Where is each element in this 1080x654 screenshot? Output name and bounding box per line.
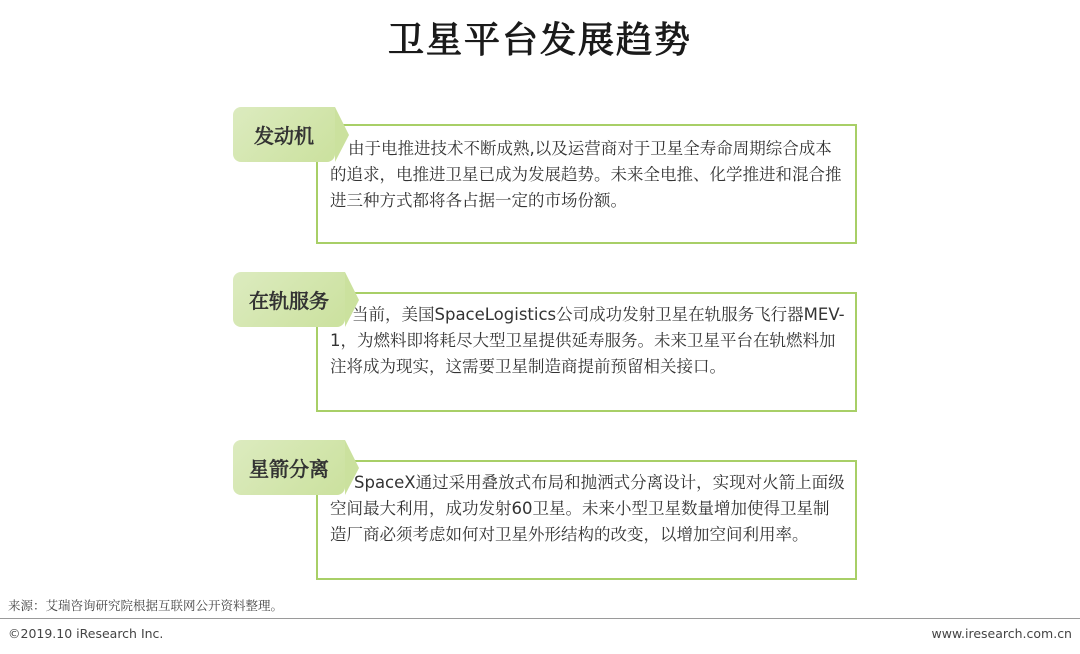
section-box-on-orbit-service (316, 292, 857, 412)
section-tab-label: 在轨服务 (249, 289, 329, 313)
section-text-on-orbit-service: 当前，美国SpaceLogistics公司成功发射卫星在轨服务飞行器MEV-1，为燃料即将耗尽大型卫星提供延寿服务。未来卫星平台在轨燃料加注将成为现实，这需要卫星制造商提前预留相关接口。 (330, 305, 845, 376)
footer-divider (0, 618, 1080, 619)
section-tab-label: 星箭分离 (249, 457, 329, 481)
section-text-engine: 由于电推进技术不断成熟,以及运营商对于卫星全寿命周期综合成本的追求，电推进卫星已成为发展趋势。未来全电推、化学推进和混合推进三种方式都将各占据一定的市场份额。 (330, 139, 842, 210)
section-tab-rocket-separation (233, 440, 345, 495)
section-text-rocket-separation: SpaceX通过采用叠放式布局和抛洒式分离设计，实现对火箭上面级空间最大利用，成功发射60卫星。未来小型卫星数量增加使得卫星制造厂商必须考虑如何对卫星外形结构的改变，以增加空间利用率。 (330, 473, 845, 544)
page-title: 卫星平台发展趋势 (387, 20, 692, 61)
section-tab-engine (233, 107, 335, 162)
copyright-text: ©2019.10 iResearch Inc. (8, 626, 164, 641)
source-note: 来源：艾瑞咨询研究院根据互联网公开资料整理。 (8, 598, 284, 613)
section-tab-on-orbit-service (233, 272, 345, 327)
section-tab-label: 发动机 (254, 124, 314, 148)
section-box-rocket-separation (316, 460, 857, 580)
website-link[interactable]: www.iresearch.com.cn (931, 626, 1072, 641)
section-box-engine (316, 124, 857, 244)
